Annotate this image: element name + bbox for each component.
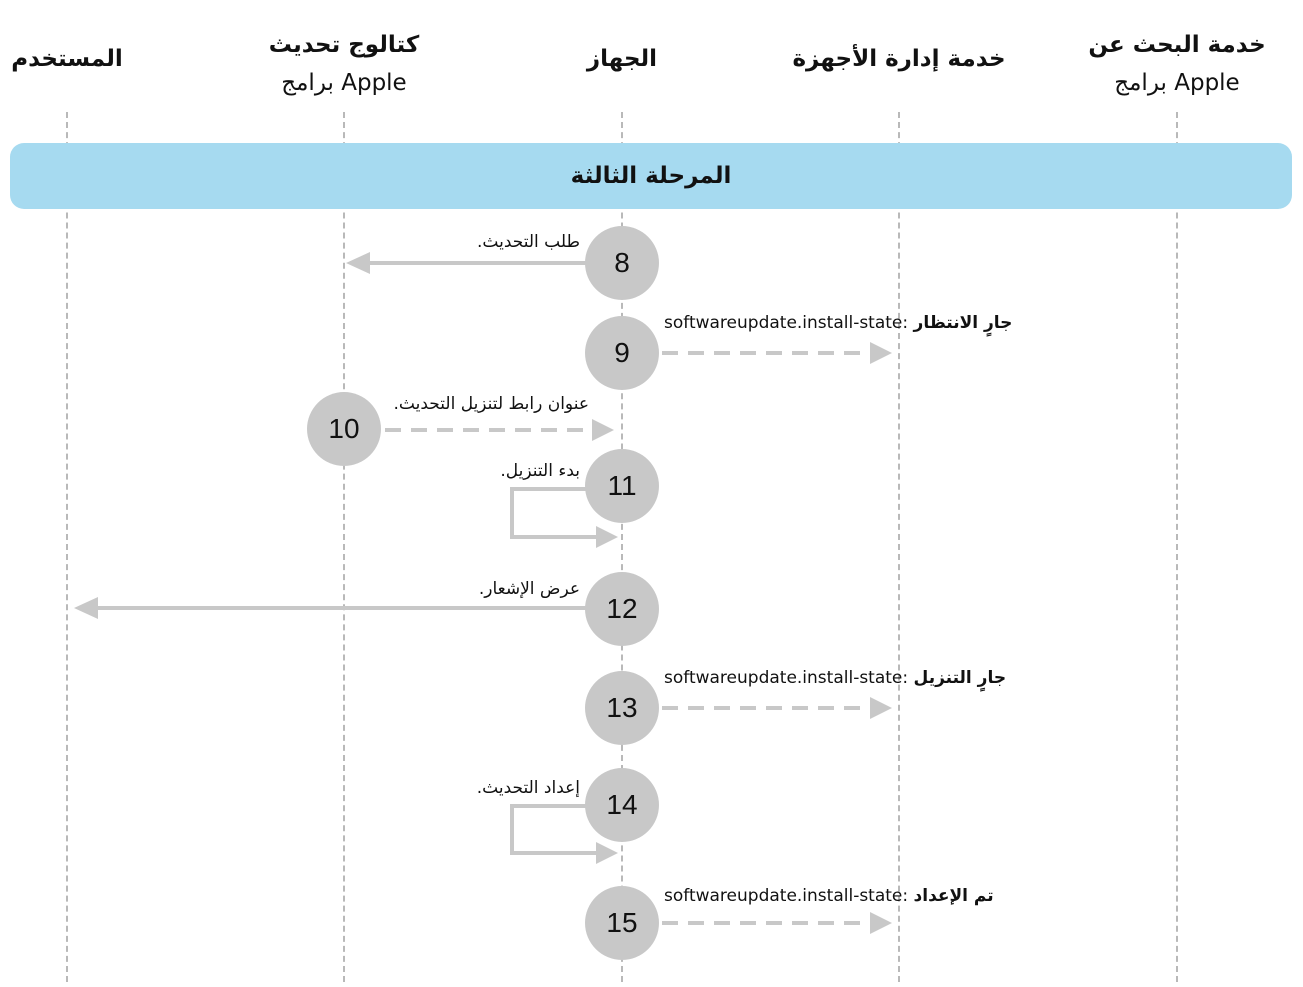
step-15-number: 15 — [606, 907, 638, 938]
step-13-label — [664, 667, 1006, 689]
arrow-step-13 — [662, 697, 892, 719]
step-9-label-state: جارٍ الانتظار — [913, 313, 1013, 333]
header-user-line1: المستخدم — [11, 46, 123, 72]
step-14-label: إعداد التحديث. — [476, 778, 580, 798]
step-14-circle — [585, 768, 659, 842]
step-9-label-prefix: softwareupdate.install-state: — [664, 313, 914, 333]
step-10-circle — [307, 392, 381, 466]
step-15-label — [664, 885, 994, 907]
step-15-circle — [585, 886, 659, 960]
step-13-circle — [585, 671, 659, 745]
step-12-number: 12 — [606, 593, 638, 624]
step-8-number: 8 — [614, 247, 630, 278]
arrow-step-9 — [662, 342, 892, 364]
step-9-number: 9 — [614, 337, 630, 368]
step-8-label: طلب التحديث. — [476, 232, 580, 252]
step-12-label: عرض الإشعار. — [478, 579, 580, 599]
header-dms-line1: خدمة إدارة الأجهزة — [792, 46, 1006, 72]
step-11-number: 11 — [607, 470, 637, 501]
step-9-circle — [585, 316, 659, 390]
step-13-label-prefix: softwareupdate.install-state: — [664, 668, 914, 688]
step-13-label-state: جارٍ التنزيل — [913, 668, 1007, 688]
phase-label: المرحلة الثالثة — [570, 163, 732, 189]
arrow-step-10 — [385, 419, 614, 441]
step-14-number: 14 — [606, 789, 638, 820]
step-15-label-prefix: softwareupdate.install-state: — [664, 886, 914, 906]
step-11-circle — [585, 449, 659, 523]
arrow-step-15 — [662, 912, 892, 934]
step-11-label: بدء التنزيل. — [500, 461, 580, 481]
step-9-label — [664, 312, 1012, 334]
header-lookup-line1: خدمة البحث عن — [1088, 32, 1266, 58]
arrow-step-8 — [346, 252, 590, 274]
step-13-number: 13 — [606, 692, 638, 723]
header-device-line1: الجهاز — [586, 46, 658, 72]
header-catalog-line2: برامج Apple — [281, 70, 407, 96]
step-12-circle — [585, 572, 659, 646]
step-10-label: عنوان رابط لتنزيل التحديث. — [393, 394, 589, 414]
step-8-circle — [585, 226, 659, 300]
step-15-label-state: تم الإعداد — [913, 886, 994, 906]
arrow-step-12 — [74, 597, 590, 619]
header-catalog-line1: كتالوج تحديث — [268, 32, 420, 58]
header-lookup-line2: برامج Apple — [1114, 70, 1240, 96]
step-10-number: 10 — [328, 413, 360, 444]
